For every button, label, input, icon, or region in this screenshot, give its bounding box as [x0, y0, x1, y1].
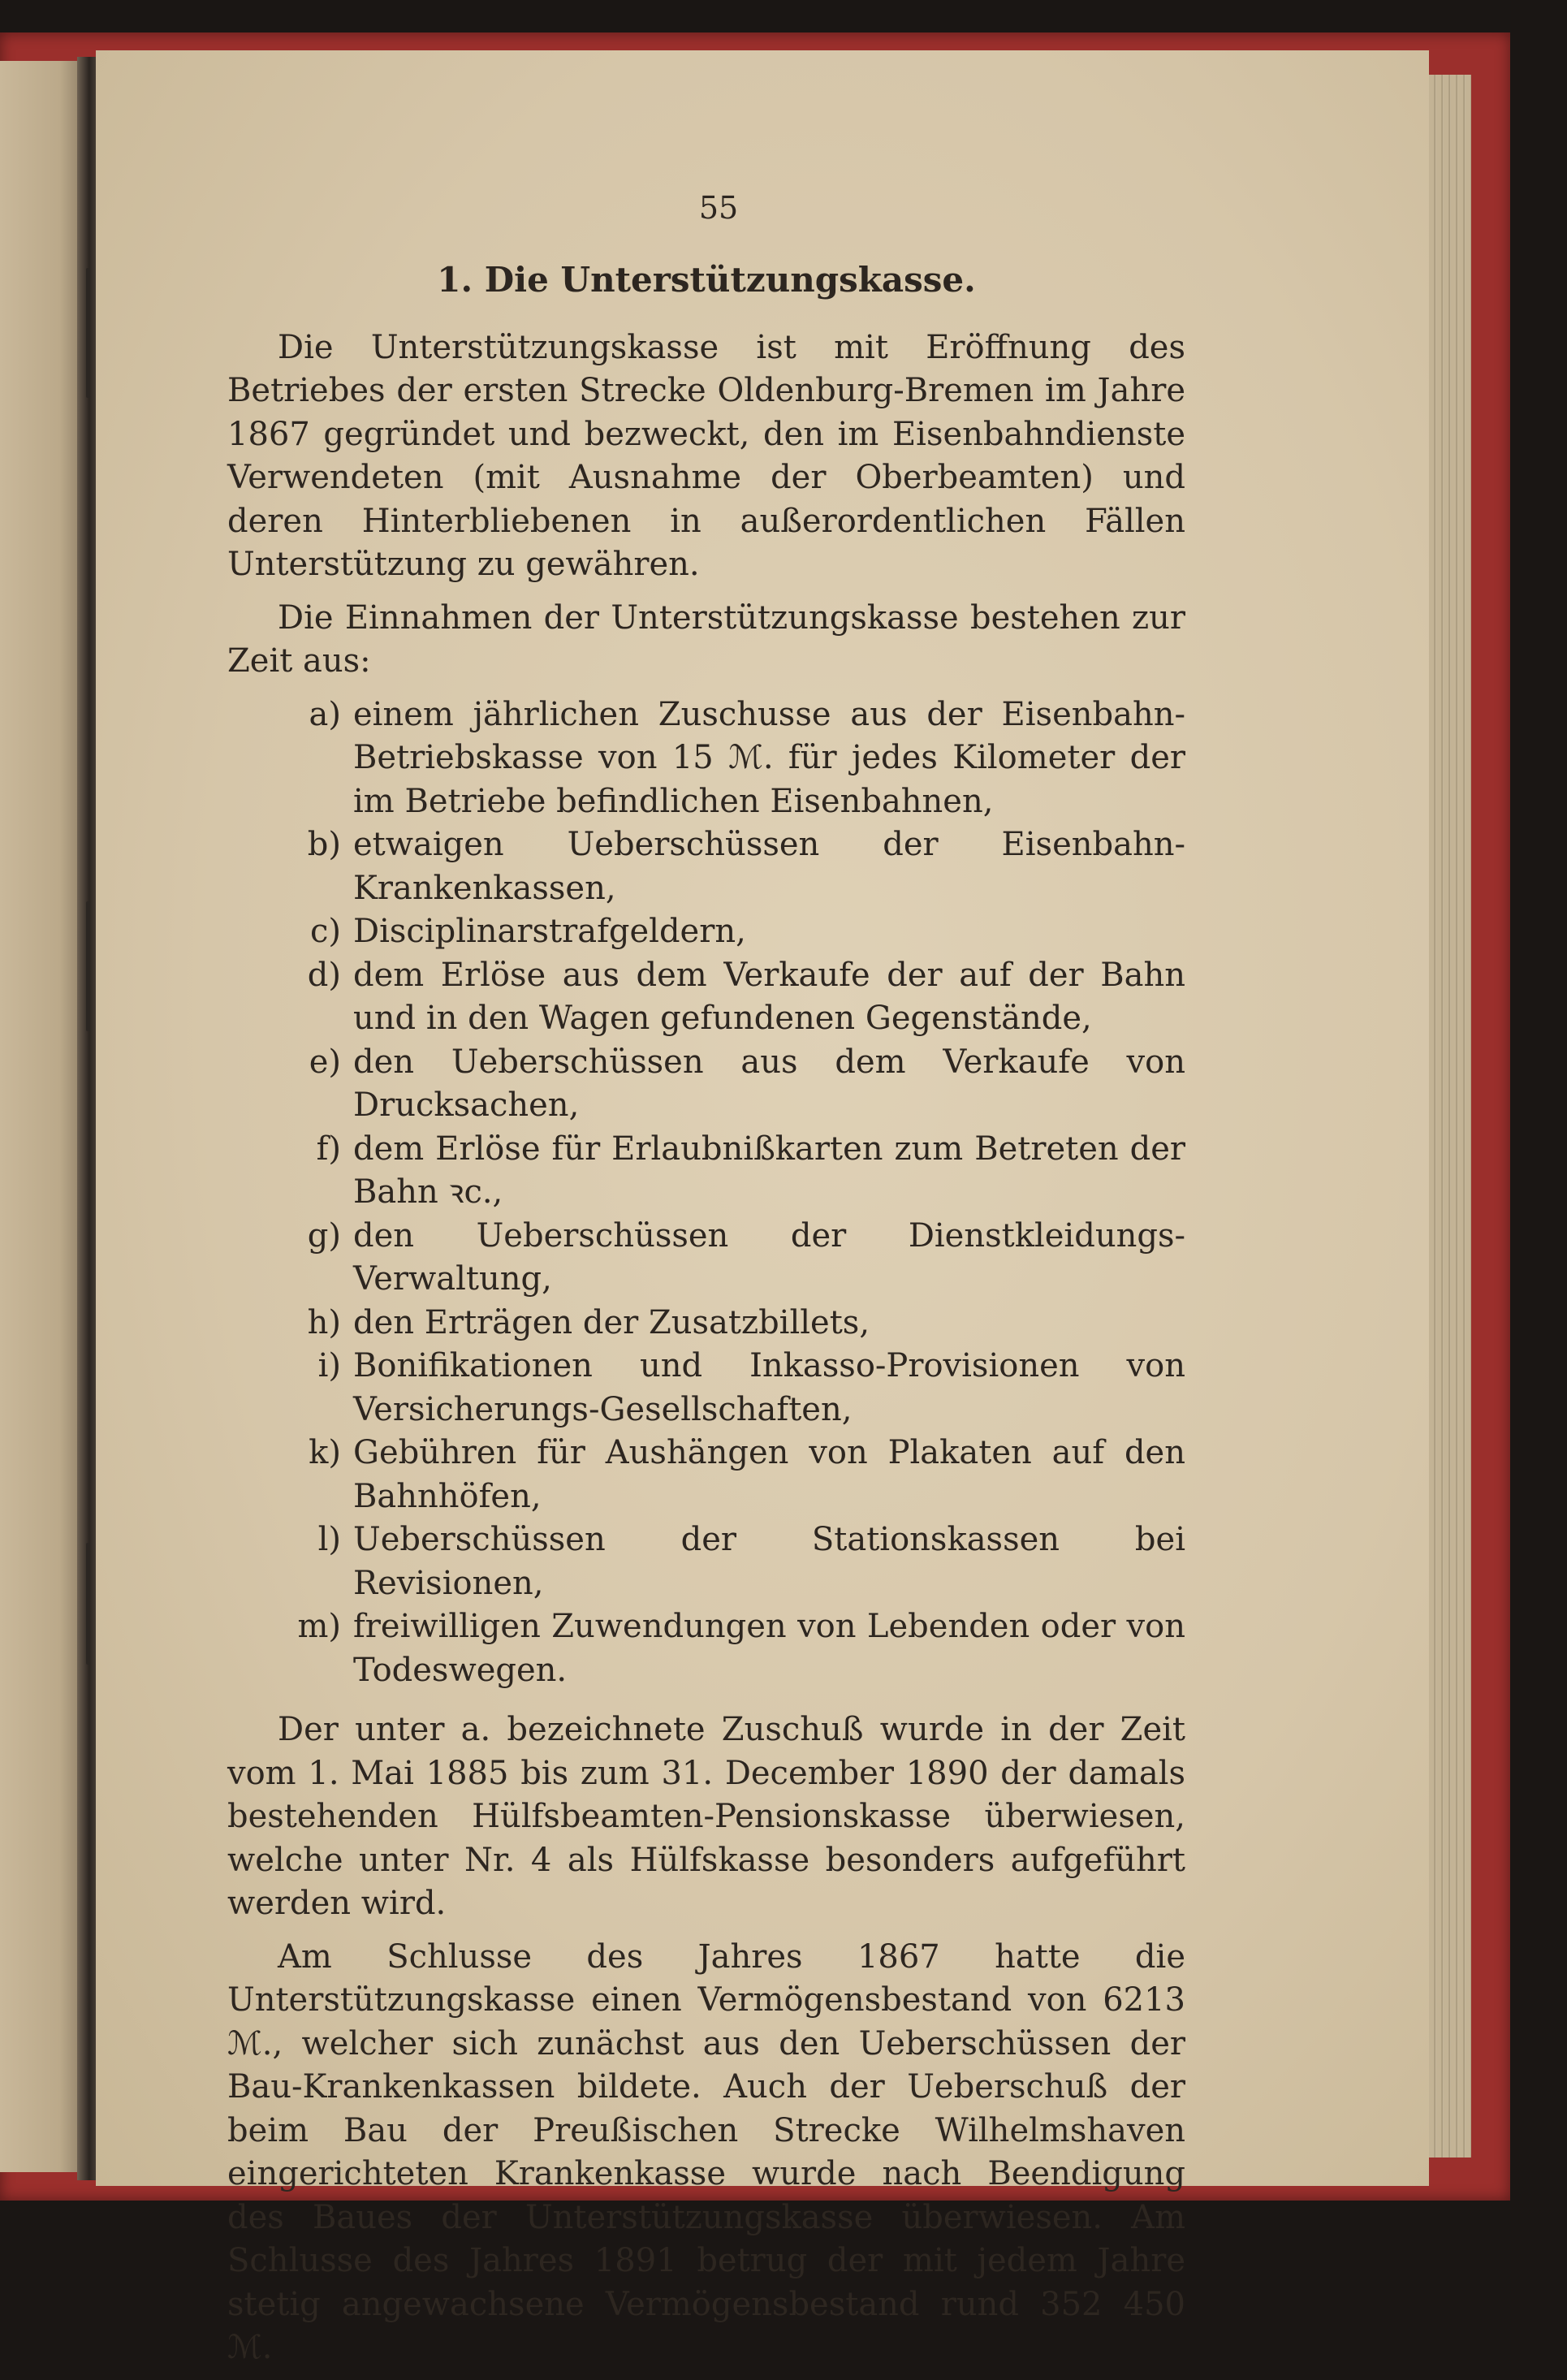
- list-item: [227, 1128, 1185, 1215]
- item-text: freiwilligen Zuwendungen von Lebenden oder von Todeswegen.: [353, 1608, 1185, 1689]
- item-label: c): [309, 913, 341, 950]
- assets-paragraph: Am Schlusse des Jahres 1867 hatte die Unterstützungskasse einen Vermögensbestand von 6213 ℳ., welcher sich zunächst aus den Ueberschüssen der Bau-Krankenkassen bildete. Auch der Ueberschuß der beim Bau der Preußischen Strecke Wilhelmshaven eingerichteten Krankenkasse wurde nach Beendigung des Baues der Unterstützungskasse überwiesen. Am Schlusse des Jahres 1891 betrug der mit jedem Jahre stetig angewachsene Vermögensbestand rund 352 450 ℳ.: [227, 1937, 1185, 2366]
- item-text: dem Erlöse für Erlaubnißkarten zum Betreten der Bahn ꝛc.,: [353, 1130, 1185, 1211]
- left-page-edge: [0, 61, 85, 2172]
- item-label: l): [317, 1521, 341, 1558]
- binding-stitch: [86, 268, 90, 398]
- item-label: m): [297, 1608, 341, 1645]
- intro-paragraph: Die Unterstützungskasse ist mit Eröffnung des Betriebes der ersten Strecke Oldenburg-Bremen im Jahre 1867 gegründet und bezweckt, den im Eisenbahndienste Verwendeten (mit Ausnahme der Oberbeamten) und deren Hinterbliebenen in außerordentlichen Fällen Unterstützung zu gewähren.: [227, 328, 1185, 583]
- page-content: [227, 187, 1185, 2380]
- item-label: b): [307, 826, 341, 863]
- list-item: [227, 954, 1185, 1041]
- list-item: [227, 1518, 1185, 1605]
- section-heading: 1. Die Unterstützungskasse.: [437, 260, 976, 300]
- item-text: den Ueberschüssen der Dienstkleidungs-Verwaltung,: [353, 1216, 1185, 1298]
- list-item: [227, 1605, 1185, 1692]
- income-intro: Die Einnahmen der Unterstützungskasse bestehen zur Zeit aus:: [227, 598, 1185, 680]
- item-label: d): [307, 956, 341, 994]
- item-text: Disciplinarstrafgeldern,: [353, 913, 746, 950]
- item-text: Gebühren für Aushängen von Plakaten auf den Bahnhöfen,: [353, 1434, 1185, 1515]
- item-label: g): [307, 1216, 341, 1255]
- item-label: h): [307, 1303, 341, 1341]
- subsidy-paragraph: Der unter a. bezeichnete Zuschuß wurde in der Zeit vom 1. Mai 1885 bis zum 31. December 1890 der damals bestehenden Hülfsbeamten-Pensionskasse überwiesen, welche unter Nr. 4 als Hülfskasse besonders aufgeführt werden wird.: [227, 1711, 1185, 1922]
- item-text: Ueberschüssen der Stationskassen bei Revisionen,: [353, 1521, 1185, 1602]
- item-text: dem Erlöse aus dem Verkaufe der auf der Bahn und in den Wagen gefundenen Gegenstände,: [353, 956, 1185, 1037]
- binding-stitch: [86, 901, 90, 1031]
- list-item: [227, 1041, 1185, 1128]
- list-item: [227, 1432, 1185, 1518]
- page-number: 55: [698, 190, 739, 226]
- item-label: e): [309, 1043, 341, 1081]
- item-label: i): [317, 1347, 341, 1384]
- income-list: [227, 693, 1185, 1693]
- list-item: [227, 1345, 1185, 1432]
- binding-stitch: [86, 1543, 90, 1665]
- item-label: k): [309, 1434, 341, 1471]
- list-item: [227, 693, 1185, 824]
- item-text: einem jährlichen Zuschusse aus der Eisenbahn-Betriebskasse von 15 ℳ. für jedes Kilometer der im Betriebe befindlichen Eisenbahnen,: [353, 695, 1185, 820]
- item-text: den Erträgen der Zusatzbillets,: [353, 1303, 870, 1341]
- item-text: den Ueberschüssen aus dem Verkaufe von Drucksachen,: [353, 1043, 1185, 1124]
- item-label: a): [309, 695, 341, 733]
- list-item: [227, 910, 1185, 954]
- list-item: [227, 823, 1185, 910]
- item-text: Bonifikationen und Inkasso-Provisionen von Versicherungs-Gesellschaften,: [353, 1347, 1185, 1428]
- item-label: f): [316, 1130, 341, 1168]
- item-text: etwaigen Ueberschüssen der Eisenbahn-Krankenkassen,: [353, 826, 1185, 907]
- list-item: [227, 1215, 1185, 1302]
- page-edges: [1429, 75, 1471, 2158]
- list-item: [227, 1302, 1185, 1345]
